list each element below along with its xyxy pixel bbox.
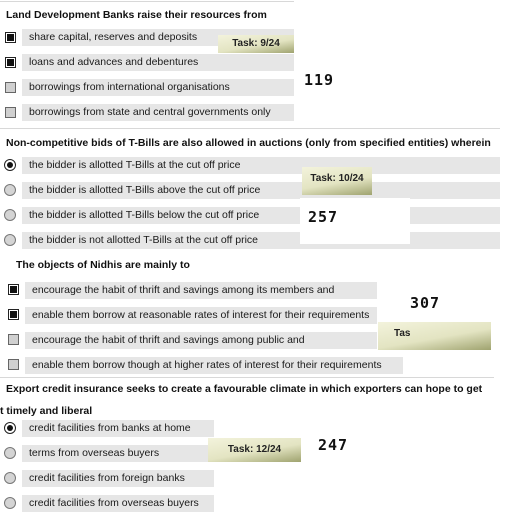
checkbox-q3-opt3[interactable]: [8, 334, 19, 345]
task-counter-badge: Task: 9/24: [218, 35, 294, 53]
divider: [0, 377, 494, 378]
option-q1-4[interactable]: borrowings from state and central governments only: [22, 104, 294, 121]
checkbox-q1-opt3[interactable]: [5, 82, 16, 93]
option-q2-1[interactable]: the bidder is allotted T-Bills at the cut off price: [22, 157, 500, 174]
option-q2-4[interactable]: the bidder is not allotted T-Bills at the cut off price: [22, 232, 500, 249]
score-number: 307: [410, 294, 441, 312]
option-q1-3[interactable]: borrowings from international organisations: [22, 79, 294, 96]
option-q3-2[interactable]: enable them borrow at reasonable rates of interest for their requirements: [25, 307, 377, 324]
task-counter-badge: Tas: [378, 322, 491, 350]
checkbox-q3-opt2[interactable]: [8, 309, 19, 320]
question-2-text: Non-competitive bids of T-Bills are also allowed in auctions (only from specified entities) wherein: [6, 137, 491, 149]
task-counter-badge: Task: 12/24: [208, 438, 301, 462]
question-1-text: Land Development Banks raise their resources from: [6, 9, 267, 21]
question-4-text: Export credit insurance seeks to create a favourable climate in which exporters can hope to get: [6, 383, 483, 395]
checkbox-q3-opt1[interactable]: [8, 284, 19, 295]
checkbox-q1-opt1[interactable]: [5, 32, 16, 43]
radio-q4-opt2[interactable]: [4, 447, 16, 459]
score-number: 119: [304, 71, 335, 89]
option-q4-4[interactable]: credit facilities from overseas buyers: [22, 495, 214, 512]
option-q1-2[interactable]: loans and advances and debentures: [22, 54, 294, 71]
checkbox-q3-opt4[interactable]: [8, 359, 19, 370]
task-counter-badge: Task: 10/24: [302, 167, 372, 195]
radio-q4-opt3[interactable]: [4, 472, 16, 484]
option-q4-3[interactable]: credit facilities from foreign banks: [22, 470, 214, 487]
option-q3-3[interactable]: encourage the habit of thrift and savings among public and: [25, 332, 377, 349]
option-q2-2[interactable]: the bidder is allotted T-Bills above the cut off price: [22, 182, 500, 199]
radio-q4-opt4[interactable]: [4, 497, 16, 509]
radio-q2-opt2[interactable]: [4, 184, 16, 196]
option-q2-3[interactable]: the bidder is allotted T-Bills below the cut off price: [22, 207, 500, 224]
option-q3-4[interactable]: enable them borrow though at higher rates of interest for their requirements: [25, 357, 403, 374]
option-q4-2[interactable]: terms from overseas buyers: [22, 445, 214, 462]
question-3-text: The objects of Nidhis are mainly to: [16, 259, 190, 271]
checkbox-q1-opt2[interactable]: [5, 57, 16, 68]
option-q1-1[interactable]: share capital, reserves and deposits: [22, 29, 294, 46]
divider: [0, 128, 500, 129]
radio-q4-opt1[interactable]: [4, 422, 16, 434]
radio-q2-opt1[interactable]: [4, 159, 16, 171]
divider: [0, 1, 294, 2]
radio-q2-opt4[interactable]: [4, 234, 16, 246]
radio-q2-opt3[interactable]: [4, 209, 16, 221]
option-q3-1[interactable]: encourage the habit of thrift and savings among its members and: [25, 282, 377, 299]
option-q4-1[interactable]: credit facilities from banks at home: [22, 420, 214, 437]
checkbox-q1-opt4[interactable]: [5, 107, 16, 118]
question-4-text-continued: t timely and liberal: [0, 405, 93, 417]
score-number: 247: [318, 436, 349, 454]
score-number: 257: [308, 208, 339, 226]
